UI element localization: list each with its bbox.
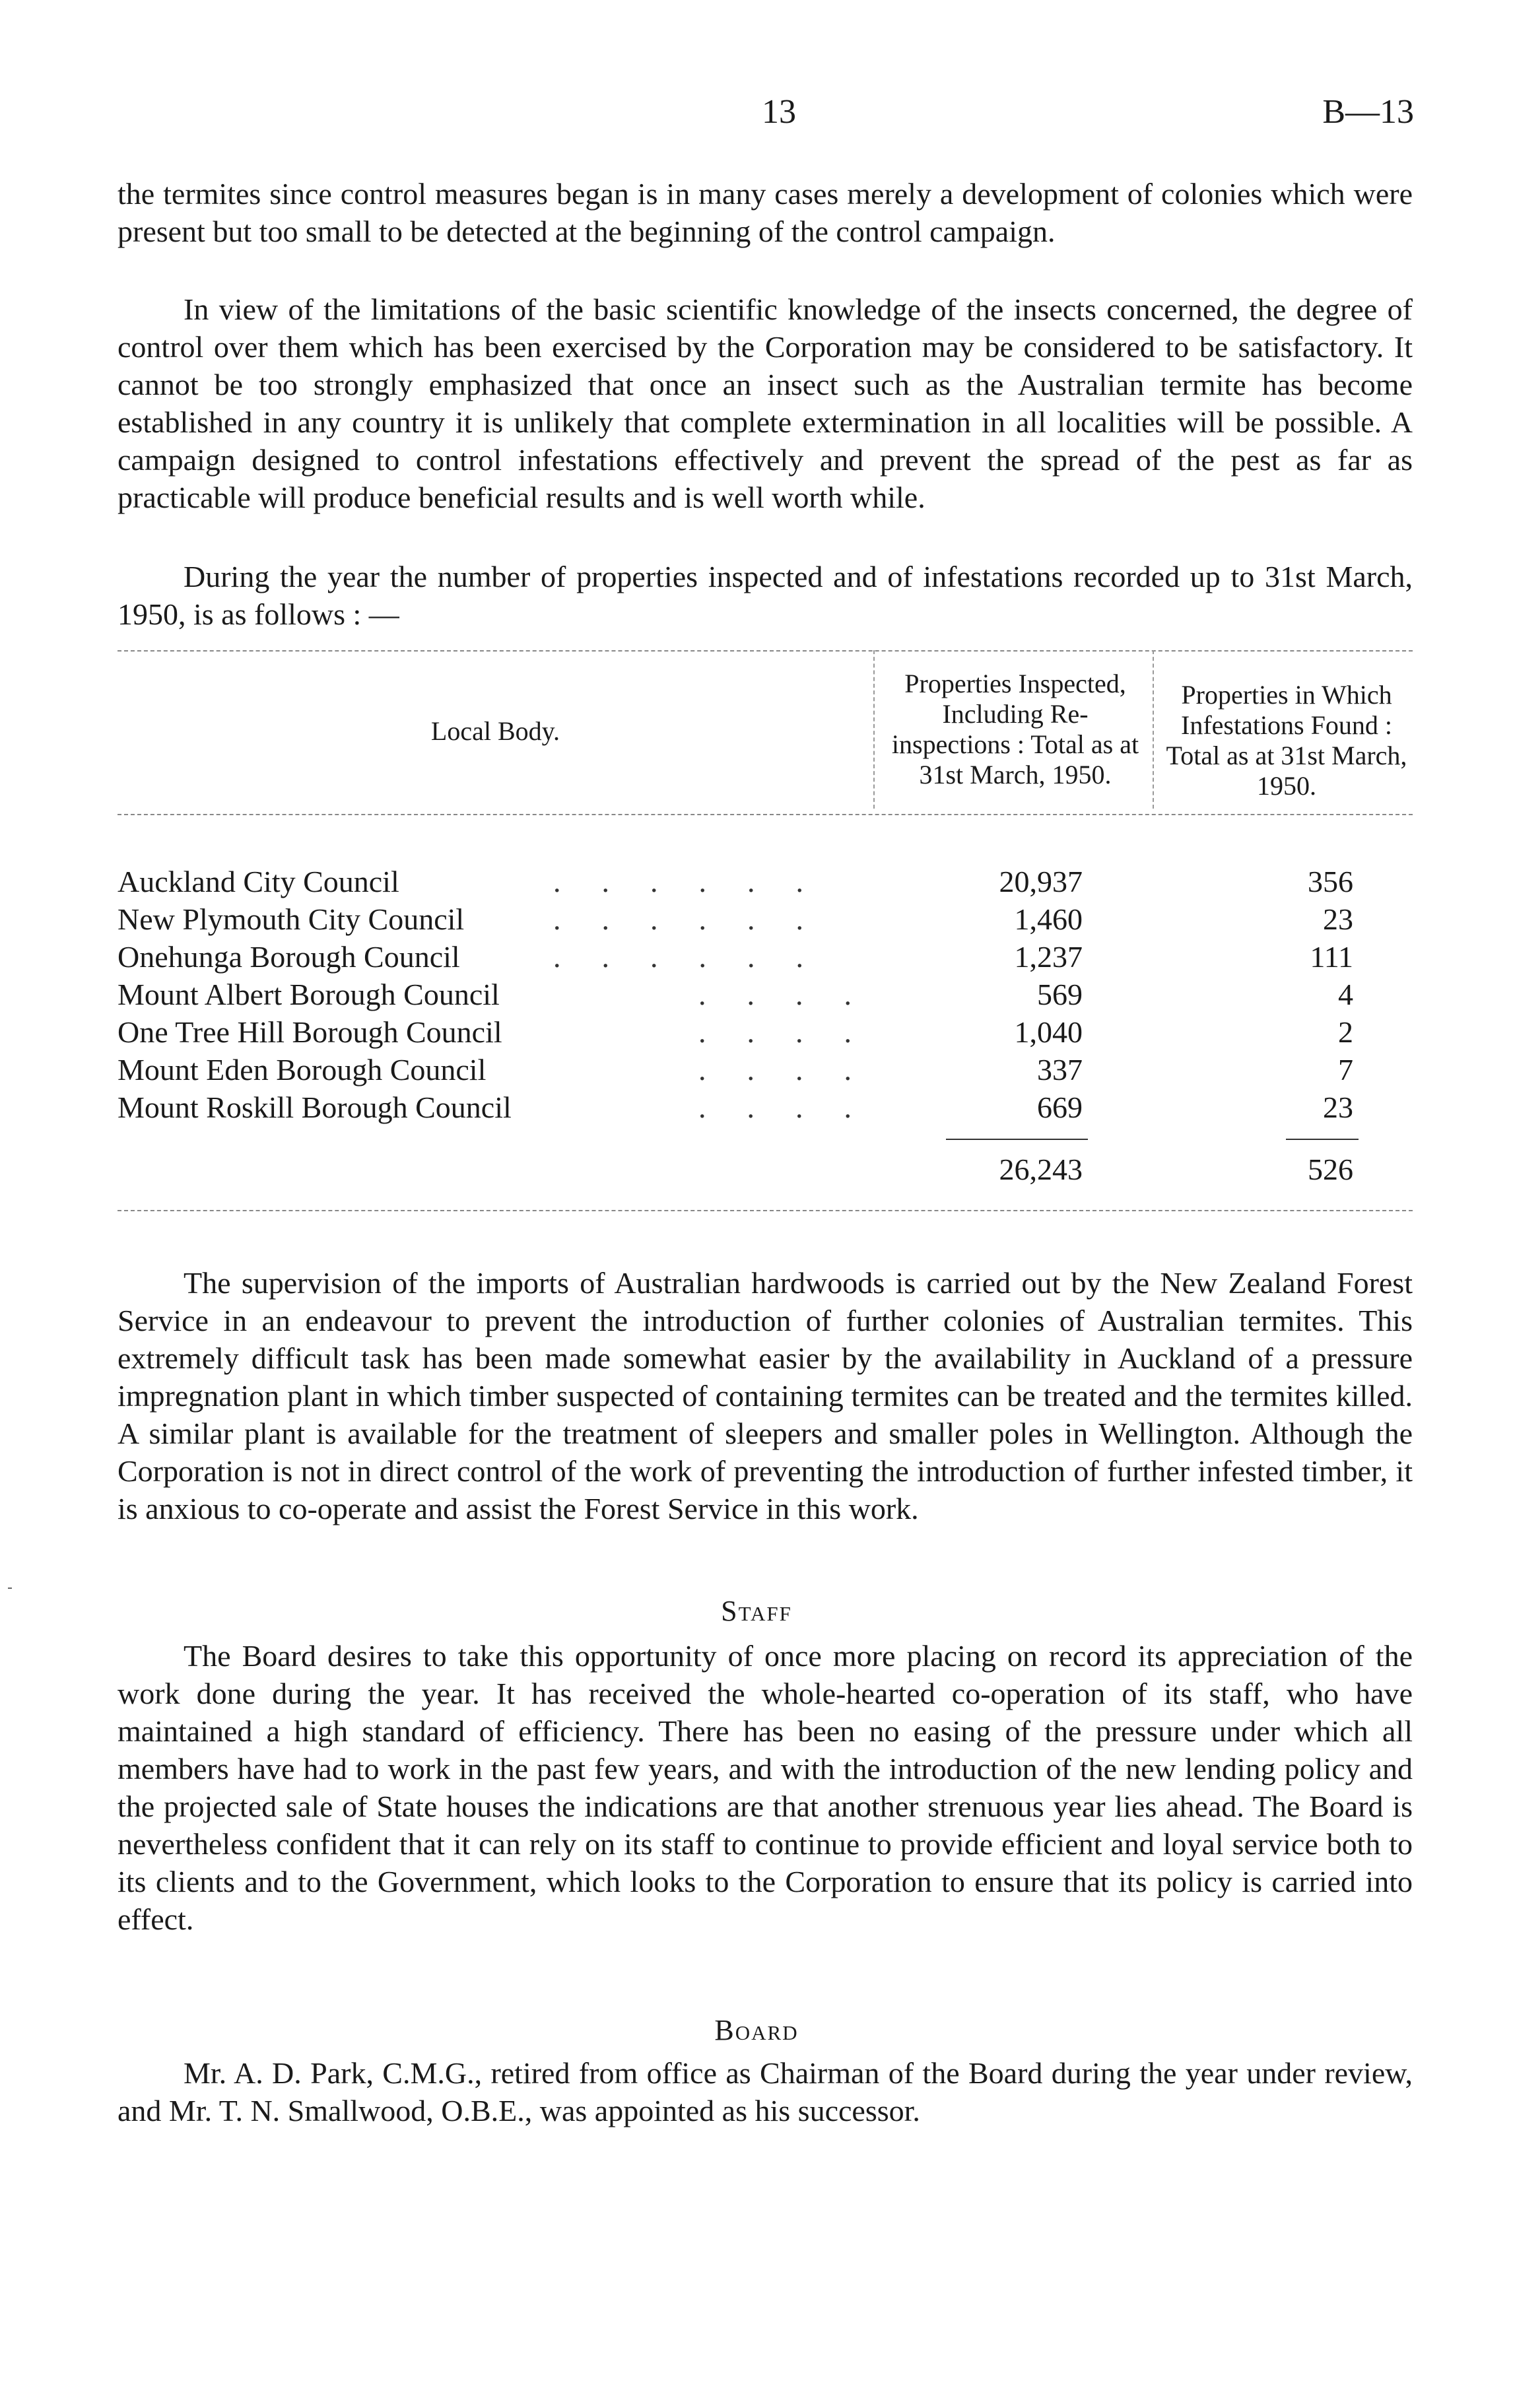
inspected-value: 1,460 bbox=[1014, 902, 1083, 936]
leader-dots: ...... bbox=[553, 940, 844, 974]
local-body-name: New Plymouth City Council bbox=[118, 902, 465, 936]
table-row bbox=[118, 900, 1413, 938]
heading-staff: Staff bbox=[721, 1595, 792, 1627]
table-row bbox=[118, 1013, 1413, 1051]
local-body-name: Onehunga Borough Council bbox=[118, 940, 460, 974]
header-properties-inspected: Properties Inspected, Including Re-inspections : Total as at 31st March, 1950. bbox=[891, 669, 1139, 789]
leader-dots: .... bbox=[698, 1053, 892, 1087]
table-row bbox=[118, 976, 1413, 1013]
inspected-value: 337 bbox=[1037, 1053, 1083, 1087]
infested-value: 2 bbox=[1338, 1015, 1353, 1049]
infested-sum-rule bbox=[1286, 1139, 1359, 1140]
header-local-body: Local Body. bbox=[430, 716, 560, 746]
paragraph-termites-colonies: the termites since control measures began is in many cases merely a development of colonies which were present but too small to be detected at the beginning of the control campaign. bbox=[118, 177, 1413, 248]
local-body-name: Auckland City Council bbox=[118, 865, 399, 898]
margin-mark bbox=[8, 1588, 12, 1589]
infested-value: 23 bbox=[1323, 1090, 1353, 1124]
inspected-value: 1,040 bbox=[1014, 1015, 1083, 1049]
page-number: 13 bbox=[762, 93, 796, 131]
infested-value: 356 bbox=[1308, 865, 1353, 898]
inspected-value: 669 bbox=[1037, 1090, 1083, 1124]
table-column-divider bbox=[1153, 650, 1154, 809]
header-properties-infested: Properties in Which Infestations Found : Total as at 31st March, 1950. bbox=[1166, 680, 1407, 801]
paragraph-board: Mr. A. D. Park, C.M.G., retired from office as Chairman of the Board during the year under review, and Mr. T. N. Smallwood, O.B.E., was appointed as his successor. bbox=[118, 2056, 1413, 2127]
leader-dots: ...... bbox=[553, 902, 844, 936]
infestation-table bbox=[118, 644, 1413, 1218]
infested-value: 23 bbox=[1323, 902, 1353, 936]
inspected-value: 1,237 bbox=[1014, 940, 1083, 974]
table-bottom-rule bbox=[118, 1210, 1413, 1211]
page-reference: B—13 bbox=[1322, 93, 1414, 131]
table-top-rule bbox=[118, 650, 1413, 652]
leader-dots: .... bbox=[698, 1015, 892, 1049]
inspected-value: 569 bbox=[1037, 978, 1083, 1011]
table-row bbox=[118, 1051, 1413, 1088]
paragraph-hardwood-imports: The supervision of the imports of Australian hardwoods is carried out by the New Zealand Forest Service in an endeavour to prevent the introduction of further colonies of Australian termites. This extremely difficult task has been made somewhat easier by the availability in Auckland of a pressure impregnation plant in which timber suspected of containing termites can be treated and the termites killed. A similar plant is available for the treatment of sleepers and smaller poles in Wellington. Although the Corporation is not in direct control of the work of preventing the introduction of further infested timber, it is anxious to co-operate and assist the Forest Service in this work. bbox=[118, 1266, 1413, 1525]
heading-board: Board bbox=[714, 2014, 799, 2046]
total-infested: 526 bbox=[1308, 1153, 1353, 1186]
infested-value: 4 bbox=[1338, 978, 1353, 1011]
paragraph-staff: The Board desires to take this opportunity of once more placing on record its appreciation of the work done during the year. It has received the whole-hearted co-operation of its staff, who have maintained a high standard of efficiency. There has been no easing of the pressure under which all members have had to work in the past few years, and with the introduction of the new lending policy and the projected sale of State houses the indications are that another strenuous year lies ahead. The Board is nevertheless confident that it can rely on its staff to continue to provide efficient and loyal service both to its clients and to the Government, which looks to the Corporation to ensure that its policy is carried into effect. bbox=[118, 1639, 1413, 1936]
table-row bbox=[118, 863, 1413, 900]
table-row bbox=[118, 938, 1413, 976]
table-header-rule bbox=[118, 814, 1413, 815]
inspected-value: 20,937 bbox=[999, 865, 1083, 898]
table-column-divider bbox=[873, 650, 875, 809]
inspected-sum-rule bbox=[946, 1139, 1088, 1140]
local-body-name: Mount Albert Borough Council bbox=[118, 978, 500, 1011]
local-body-name: Mount Eden Borough Council bbox=[118, 1053, 487, 1087]
paragraph-table-intro: During the year the number of properties inspected and of infestations recorded up to 31st March, 1950, is as follows : — bbox=[118, 560, 1413, 631]
paragraph-limitations: In view of the limitations of the basic scientific knowledge of the insects concerned, the degree of control over them which has been exercised by the Corporation may be considered to be satisfactory. It cannot be too strongly emphasized that once an insect such as the Australian termite has become established in any country it is unlikely that complete extermination in all localities will be possible. A campaign designed to control infestations effectively and prevent the spread of the pest as far as practicable will produce beneficial results and is well worth while. bbox=[118, 292, 1413, 514]
leader-dots: .... bbox=[698, 978, 892, 1011]
infested-value: 7 bbox=[1338, 1053, 1353, 1087]
table-row bbox=[118, 1088, 1413, 1126]
infested-value: 111 bbox=[1310, 940, 1353, 974]
page-header bbox=[0, 92, 1513, 139]
local-body-name: One Tree Hill Borough Council bbox=[118, 1015, 502, 1049]
leader-dots: .... bbox=[698, 1090, 892, 1124]
leader-dots: ...... bbox=[553, 865, 844, 898]
local-body-name: Mount Roskill Borough Council bbox=[118, 1090, 512, 1124]
total-inspected: 26,243 bbox=[999, 1153, 1083, 1186]
